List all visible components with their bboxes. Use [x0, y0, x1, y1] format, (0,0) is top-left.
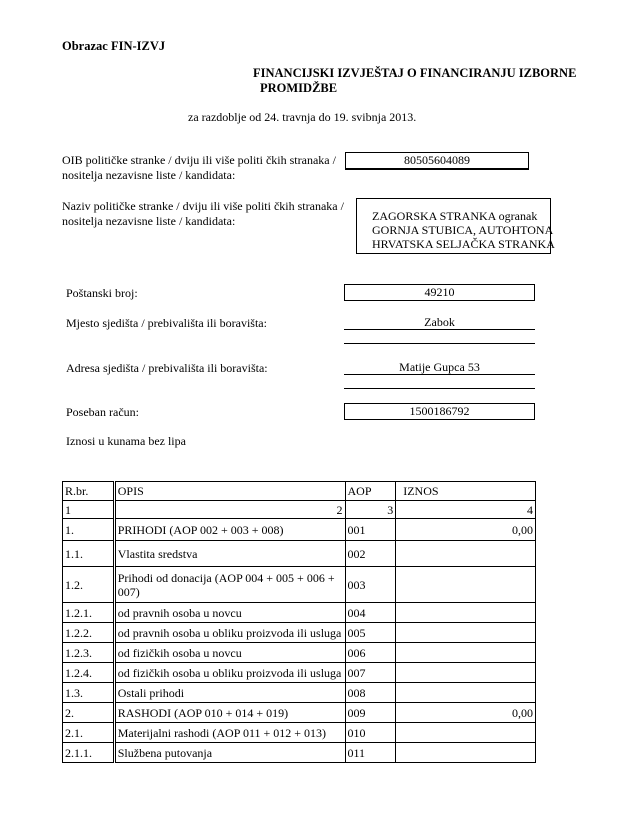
mjesto-line2	[344, 343, 535, 344]
table-row	[63, 703, 536, 723]
row-opis: od fizičkih osoba u novcu	[114, 643, 345, 663]
row-iznos[interactable]	[396, 623, 536, 643]
row-aop: 001	[345, 519, 396, 541]
row-iznos[interactable]: 0,00	[396, 703, 536, 723]
row-aop: 009	[345, 703, 396, 723]
row-opis: Ostali prihodi	[114, 683, 345, 703]
naziv-label-line2: nositelja nezavisne liste / kandidata:	[62, 214, 236, 228]
table-row	[63, 723, 536, 743]
table-row	[63, 663, 536, 683]
row-aop: 006	[345, 643, 396, 663]
postanski-label: Poštanski broj:	[66, 286, 138, 300]
row-aop: 008	[345, 683, 396, 703]
row-rbr: 2.1.	[63, 723, 115, 743]
row-opis: PRIHODI (AOP 002 + 003 + 008)	[114, 519, 345, 541]
row-iznos[interactable]	[396, 541, 536, 567]
racun-field[interactable]: 1500186792	[344, 403, 535, 420]
header-opis: OPIS	[114, 482, 345, 501]
financial-table	[62, 481, 536, 763]
table-row	[63, 643, 536, 663]
report-title	[253, 66, 576, 96]
report-period: za razdoblje od 24. travnja do 19. svibnja 2013.	[188, 110, 417, 124]
form-code: Obrazac FIN-IZVJ	[62, 39, 166, 53]
header-rbr: R.br.	[63, 482, 115, 501]
table-row	[63, 519, 536, 541]
currency-note: Iznosi u kunama bez lipa	[66, 434, 186, 448]
row-rbr: 1.2.3.	[63, 643, 115, 663]
adresa-field[interactable]: Matije Gupca 53	[344, 360, 535, 375]
row-aop: 004	[345, 603, 396, 623]
row-opis: Materijalni rashodi (AOP 011 + 012 + 013)	[114, 723, 345, 743]
oib-label-line2: nositelja nezavisne liste / kandidata:	[62, 168, 236, 182]
table-row	[63, 567, 536, 603]
naziv-label-line1: Naziv političke stranke / dviju ili više politi čkih stranaka /	[62, 199, 344, 213]
oib-label	[62, 153, 336, 183]
colnum-3: 3	[345, 501, 396, 519]
oib-label-line1: OIB političke stranke / dviju ili više politi čkih stranaka /	[62, 153, 336, 167]
mjesto-label: Mjesto sjedišta / prebivališta ili boravišta:	[66, 316, 267, 330]
adresa-label: Adresa sjedišta / prebivališta ili boravišta:	[66, 361, 268, 375]
row-opis: od fizičkih osoba u obliku proizvoda ili usluga	[114, 663, 345, 683]
row-aop: 011	[345, 743, 396, 763]
mjesto-field[interactable]: Zabok	[344, 315, 535, 330]
oib-field[interactable]: 80505604089	[345, 152, 529, 170]
colnum-4: 4	[396, 501, 536, 519]
naziv-value-line3: HRVATSKA SELJAČKA STRANKA	[372, 237, 555, 251]
racun-label: Poseban račun:	[66, 405, 139, 419]
row-opis: Vlastita sredstva	[114, 541, 345, 567]
row-iznos[interactable]	[396, 743, 536, 763]
row-rbr: 1.2.4.	[63, 663, 115, 683]
naziv-field[interactable]	[356, 198, 555, 254]
header-iznos: IZNOS	[396, 482, 536, 501]
row-rbr: 1.3.	[63, 683, 115, 703]
report-title-line2: PROMIDŽBE	[260, 81, 338, 95]
report-title-line1: FINANCIJSKI IZVJEŠTAJ O FINANCIRANJU IZBORNE	[253, 66, 577, 80]
row-iznos[interactable]	[396, 643, 536, 663]
row-opis: RASHODI (AOP 010 + 014 + 019)	[114, 703, 345, 723]
naziv-value-line2: GORNJA STUBICA, AUTOHTONA	[372, 223, 554, 237]
postanski-field[interactable]: 49210	[344, 284, 535, 301]
row-aop: 002	[345, 541, 396, 567]
row-iznos[interactable]	[396, 723, 536, 743]
row-aop: 007	[345, 663, 396, 683]
row-iznos[interactable]	[396, 567, 536, 603]
row-rbr: 1.2.2.	[63, 623, 115, 643]
row-rbr: 1.	[63, 519, 115, 541]
row-aop: 010	[345, 723, 396, 743]
naziv-label	[62, 199, 344, 229]
colnum-1: 1	[63, 501, 115, 519]
header-aop: AOP	[345, 482, 396, 501]
row-aop: 005	[345, 623, 396, 643]
row-rbr: 2.	[63, 703, 115, 723]
colnum-2: 2	[114, 501, 345, 519]
column-number-row	[63, 501, 536, 519]
table-row	[63, 743, 536, 763]
row-iznos[interactable]	[396, 603, 536, 623]
row-iznos[interactable]	[396, 683, 536, 703]
row-opis: od pravnih osoba u obliku proizvoda ili usluga	[114, 623, 345, 643]
row-opis: Prihodi od donacija (AOP 004 + 005 + 006 + 007)	[114, 567, 345, 603]
row-rbr: 2.1.1.	[63, 743, 115, 763]
row-iznos[interactable]	[396, 663, 536, 683]
table-header-row	[63, 482, 536, 501]
naziv-value-line1: ZAGORSKA STRANKA ogranak	[372, 209, 538, 223]
row-opis: od pravnih osoba u novcu	[114, 603, 345, 623]
row-opis: Službena putovanja	[114, 743, 345, 763]
table-row	[63, 683, 536, 703]
row-rbr: 1.2.1.	[63, 603, 115, 623]
row-rbr: 1.1.	[63, 541, 115, 567]
table-row	[63, 623, 536, 643]
table-row	[63, 541, 536, 567]
row-aop: 003	[345, 567, 396, 603]
row-rbr: 1.2.	[63, 567, 115, 603]
adresa-line2	[344, 388, 535, 389]
row-iznos[interactable]: 0,00	[396, 519, 536, 541]
table-row	[63, 603, 536, 623]
